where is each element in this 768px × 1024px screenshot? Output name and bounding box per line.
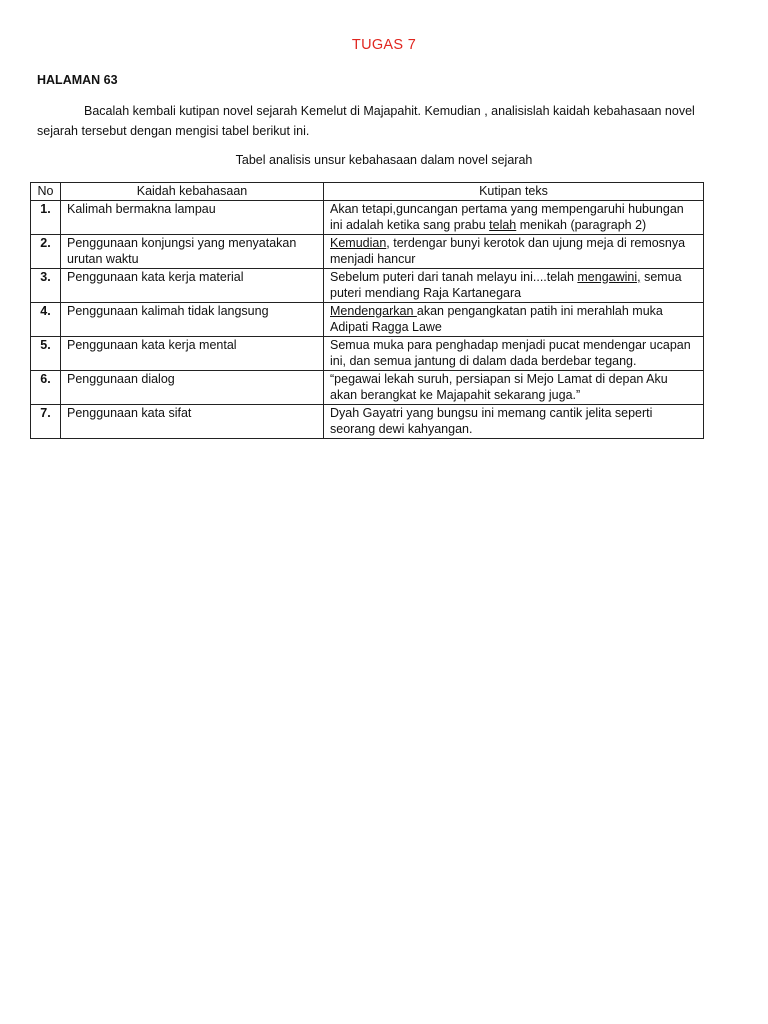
analysis-table xyxy=(30,182,704,439)
row-no: 2. xyxy=(31,234,61,268)
intro-paragraph: Bacalah kembali kutipan novel sejarah Kemelut di Majapahit. Kemudian , analisislah kaidah kebahasaan novel sejarah tersebut dengan mengisi tabel berikut ini. xyxy=(37,104,695,138)
row-no: 4. xyxy=(31,302,61,336)
row-no: 1. xyxy=(31,200,61,234)
kutipan-text: menikah (paragraph 2) xyxy=(516,218,647,232)
kutipan-underlined: Mendengarkan xyxy=(330,303,417,318)
row-no: 5. xyxy=(31,336,61,370)
table-row xyxy=(31,234,704,268)
row-kutipan xyxy=(324,404,704,438)
row-kaidah: Penggunaan kalimah tidak langsung xyxy=(61,302,324,336)
kutipan-underlined: telah xyxy=(489,218,517,232)
row-kutipan xyxy=(324,336,704,370)
row-kaidah: Penggunaan kata kerja mental xyxy=(61,336,324,370)
row-no: 7. xyxy=(31,404,61,438)
row-kaidah: Kalimah bermakna lampau xyxy=(61,200,324,234)
table-header-row xyxy=(31,183,704,201)
document-title: TUGAS 7 xyxy=(351,37,417,53)
kutipan-text: Dyah Gayatri yang bungsu ini memang cantik jelita seperti seorang dewi kahyangan. xyxy=(330,405,653,436)
row-no: 3. xyxy=(31,268,61,302)
kutipan-underlined: Kemudian xyxy=(330,235,387,250)
header-no: No xyxy=(31,183,61,201)
table-row xyxy=(31,268,704,302)
row-kaidah: Penggunaan kata sifat xyxy=(61,404,324,438)
kutipan-text: “pegawai lekah suruh, persiapan si Mejo Lamat di depan Aku akan berangkat ke Majapahit sekarang juga.” xyxy=(330,371,668,402)
row-kutipan xyxy=(324,268,704,302)
kutipan-text: , terdengar bunyi kerotok dan ujung meja di remosnya menjadi hancur xyxy=(330,235,686,266)
row-kutipan xyxy=(324,200,704,234)
header-kutipan: Kutipan teks xyxy=(324,183,704,201)
kutipan-text: Semua muka para penghadap menjadi pucat mendengar ucapan ini, dan semua jantung di dalam dada berdebar tegang. xyxy=(330,337,691,368)
row-kaidah: Penggunaan kata kerja material xyxy=(61,268,324,302)
header-kaidah: Kaidah kebahasaan xyxy=(61,183,324,201)
kutipan-text: semua puteri mendiang Raja Kartanegara xyxy=(330,269,682,300)
row-kaidah: Penggunaan konjungsi yang menyatakan urutan waktu xyxy=(61,234,324,268)
row-kutipan xyxy=(324,370,704,404)
table-caption: Tabel analisis unsur kebahasaan dalam novel sejarah xyxy=(235,153,533,167)
row-kaidah: Penggunaan dialog xyxy=(61,370,324,404)
table-row xyxy=(31,302,704,336)
kutipan-text: Akan tetapi,guncangan pertama yang mempengaruhi hubungan ini adalah ketika sang prabu xyxy=(330,201,684,232)
table-row xyxy=(31,404,704,438)
row-kutipan xyxy=(324,302,704,336)
kutipan-underlined: mengawini, xyxy=(577,269,641,284)
table-row xyxy=(31,336,704,370)
kutipan-text: akan pengangkatan patih ini merahlah muka Adipati Ragga Lawe xyxy=(330,303,663,334)
table-row xyxy=(31,370,704,404)
row-kutipan xyxy=(324,234,704,268)
row-no: 6. xyxy=(31,370,61,404)
kutipan-text: Sebelum puteri dari tanah melayu ini....telah xyxy=(330,269,578,284)
table-row xyxy=(31,200,704,234)
page-label: HALAMAN 63 xyxy=(37,73,118,87)
